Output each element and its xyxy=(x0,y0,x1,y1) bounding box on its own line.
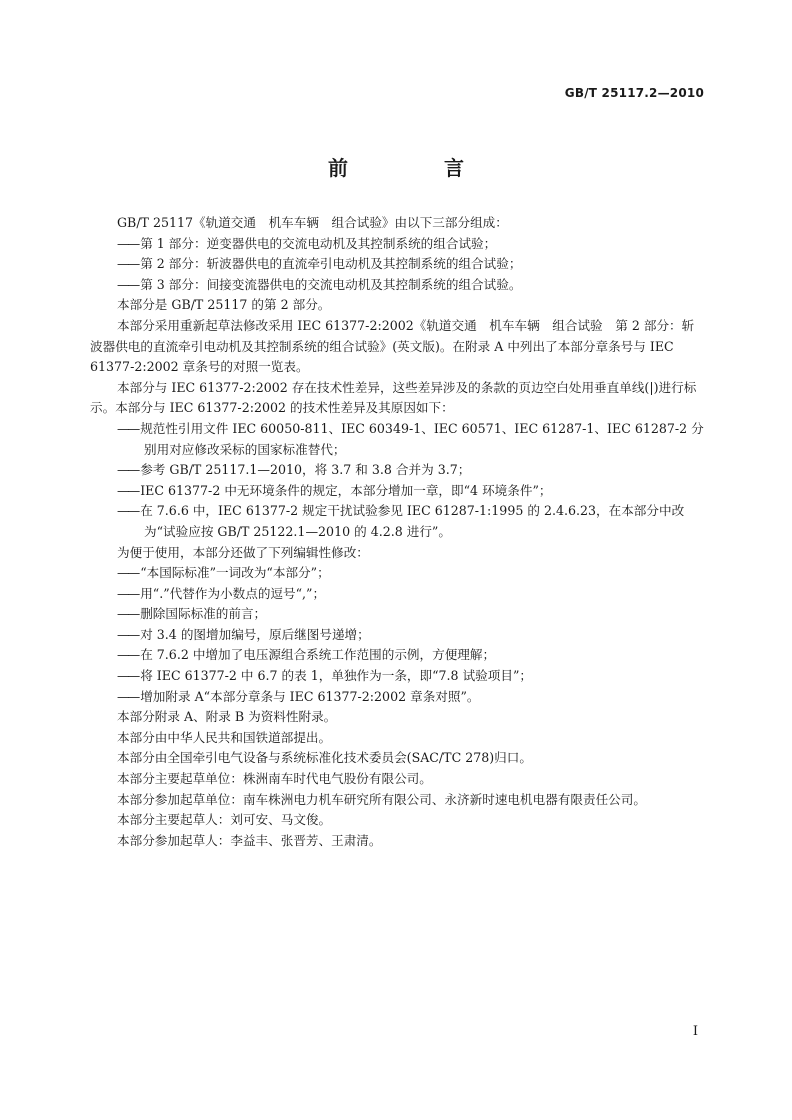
dash-item: —— 参考 GB/T 25117.1—2010，将 3.7 和 3.8 合并为 3.7； xyxy=(90,460,706,481)
page-title: 前 言 xyxy=(328,156,502,180)
dash-item: —— 在 7.6.6 中，IEC 61377-2 规定干扰试验参见 IEC 61287-1:1995 的 2.4.6.23，在本部分中改为“试验应按 GB/T 25122.1—2010 的 4.2.8 进行”。 xyxy=(90,501,706,542)
dash-item: —— 规范性引用文件 IEC 60050-811、IEC 60349-1、IEC 60571、IEC 61287-1、IEC 61287-2 分别用对应修改采标的国家标准替代； xyxy=(90,419,706,460)
paragraph: 本部分主要起草人：刘可安、马文俊。 xyxy=(117,812,332,828)
standard-code: GB/T 25117.2—2010 xyxy=(564,86,704,100)
dash-item: —— IEC 61377-2 中无环境条件的规定，本部分增加一章，即“4 环境条件”； xyxy=(90,481,706,502)
paragraph: 本部分附录 A、附录 B 为资料性附录。 xyxy=(117,709,337,725)
dash-item: —— “本国际标准”一词改为“本部分”； xyxy=(90,563,706,584)
dash-item: —— 第 3 部分：间接变流器供电的交流电动机及其控制系统的组合试验。 xyxy=(90,275,706,296)
dash-item: —— 删除国际标准的前言； xyxy=(90,604,706,625)
paragraph: 本部分主要起草单位：株洲南车时代电气股份有限公司。 xyxy=(117,771,432,787)
paragraph: 本部分参加起草人：李益丰、张晋芳、王肃清。 xyxy=(117,832,382,848)
paragraph: 为便于使用，本部分还做了下列编辑性修改： xyxy=(117,544,369,560)
dash-item: —— 对 3.4 的图增加编号，原后继图号递增； xyxy=(90,625,706,646)
paragraph: 本部分由全国牵引电气设备与系统标准化技术委员会(SAC/TC 278)归口。 xyxy=(117,750,532,766)
dash-item: —— 将 IEC 61377-2 中 6.7 的表 1，单独作为一条，即“7.8 试验项目”； xyxy=(90,666,706,687)
paragraph: 本部分参加起草单位：南车株洲电力机车研究所有限公司、永济新时速电机电器有限责任公司。 xyxy=(117,791,646,807)
paragraph: 本部分采用重新起草法修改采用 IEC 61377-2:2002《轨道交通 机车车辆 组合试验 第 2 部分：斩波器供电的直流牵引电动机及其控制系统的组合试验》(英文版)。在附录 A 中列出了本部分章条号与 IEC 61377-2:2002 章条号的对照一览表。 xyxy=(90,317,695,375)
dash-item: —— 增加附录 A“本部分章条与 IEC 61377-2:2002 章条对照”。 xyxy=(90,687,706,708)
paragraph: 本部分由中华人民共和国铁道部提出。 xyxy=(117,729,332,745)
dash-item: —— 第 2 部分：斩波器供电的直流牵引电动机及其控制系统的组合试验； xyxy=(90,254,706,275)
dash-item: —— 用“.”代替作为小数点的逗号“,”； xyxy=(90,584,706,605)
paragraph: 本部分是 GB/T 25117 的第 2 部分。 xyxy=(117,297,331,313)
dash-item: —— 第 1 部分：逆变器供电的交流电动机及其控制系统的组合试验； xyxy=(90,234,706,255)
page-number: I xyxy=(692,1024,698,1039)
dash-item: —— 在 7.6.2 中增加了电压源组合系统工作范围的示例，方便理解； xyxy=(90,645,706,666)
document-body xyxy=(90,213,706,851)
paragraph: 本部分与 IEC 61377-2:2002 存在技术性差异，这些差异涉及的条款的页边空白处用垂直单线(|)进行标示。本部分与 IEC 61377-2:2002 的技术性差异及其原因如下： xyxy=(90,379,697,416)
paragraph: GB/T 25117《轨道交通 机车车辆 组合试验》由以下三部分组成： xyxy=(117,215,508,230)
